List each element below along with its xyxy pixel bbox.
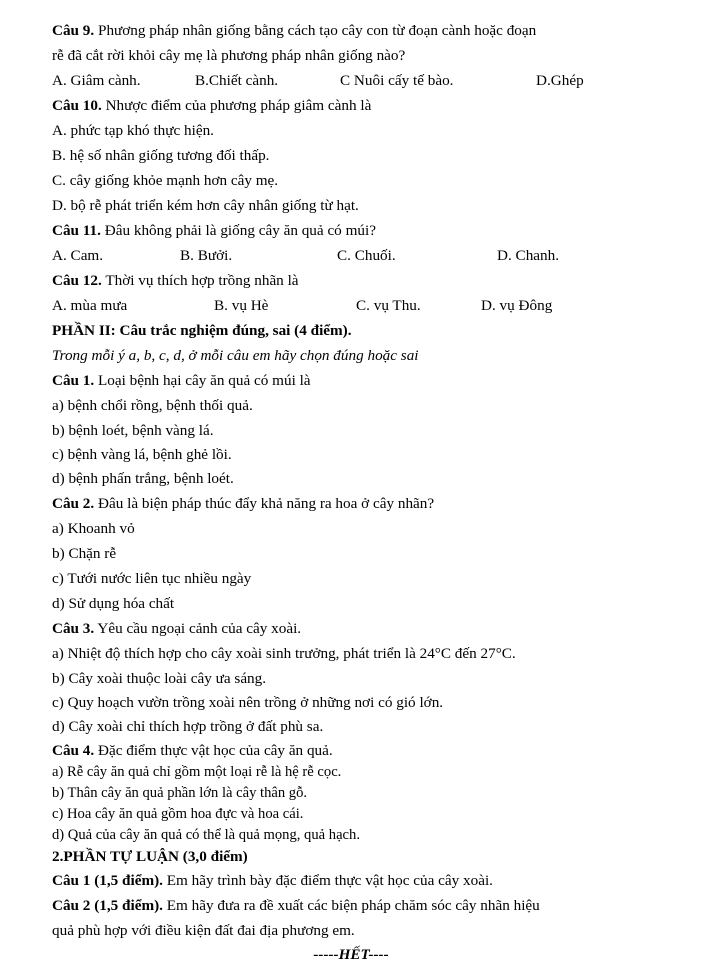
- q10-option-c: C. cây giống khỏe mạnh hơn cây mẹ.: [52, 172, 279, 189]
- p2-q4-label: Câu 4.: [52, 742, 95, 759]
- q12-text: Thời vụ thích hợp trồng nhãn là: [101, 272, 299, 289]
- q11-line: [52, 222, 376, 239]
- p2-q2-item-c: c) Tưới nước liên tục nhiều ngày: [52, 570, 252, 587]
- p3-q1-line: [52, 872, 493, 889]
- q10-option-b: B. hệ số nhân giống tương đối thấp.: [52, 147, 270, 164]
- q11-option-b: B. Bưởi.: [180, 247, 233, 264]
- p2-q2-text: Đâu là biện pháp thúc đẩy khả năng ra hoa ở cây nhãn?: [94, 495, 435, 512]
- q11-option-a: A. Cam.: [52, 247, 104, 264]
- p2-q2-item-b: b) Chặn rễ: [52, 545, 117, 562]
- p2-q3-item-a: a) Nhiệt độ thích hợp cho cây xoài sinh trưởng, phát triển là 24°C đến 27°C.: [52, 645, 516, 662]
- p2-q3-item-b: b) Cây xoài thuộc loài cây ưa sáng.: [52, 670, 267, 687]
- q12-option-a: A. mùa mưa: [52, 297, 128, 314]
- q10-option-d: D. bộ rễ phát triển kém hơn cây nhân giống từ hạt.: [52, 197, 359, 214]
- p3-q2-line2: quả phù hợp với điều kiện đất đai địa phương em.: [52, 922, 355, 939]
- q11-option-c: C. Chuối.: [337, 247, 396, 264]
- p2-q4-item-c: c) Hoa cây ăn quả gồm hoa đực và hoa cái.: [52, 806, 304, 822]
- q9-option-d: D.Ghép: [536, 72, 584, 89]
- part3-heading: 2.PHẦN TỰ LUẬN (3,0 điểm): [52, 848, 248, 865]
- p3-q2-line1: [52, 897, 540, 914]
- p3-q2-text-1: Em hãy đưa ra đề xuất các biện pháp chăm sóc cây nhãn hiệu: [162, 897, 540, 914]
- p2-q1-item-a: a) bệnh chổi rồng, bệnh thối quả.: [52, 397, 253, 414]
- q12-option-b: B. vụ Hè: [214, 297, 269, 314]
- p2-q2-item-a: a) Khoanh vỏ: [52, 520, 135, 537]
- q10-line: [52, 97, 371, 114]
- p2-q2-item-d: d) Sử dụng hóa chất: [52, 595, 175, 612]
- q10-text: Nhược điểm của phương pháp giâm cành là: [101, 97, 372, 114]
- q11-option-d: D. Chanh.: [497, 247, 560, 264]
- p2-q4-line: [52, 742, 333, 759]
- p2-q2-label: Câu 2.: [52, 495, 95, 512]
- p2-q1-item-d: d) bệnh phấn trắng, bệnh loét.: [52, 470, 234, 487]
- p2-q4-item-d: d) Quả của cây ăn quả có thể là quả mọng, quả hạch.: [52, 827, 360, 843]
- q9-option-c: C Nuôi cấy tế bào.: [340, 72, 454, 89]
- p2-q3-text: Yêu cầu ngoại cảnh của cây xoài.: [94, 620, 302, 637]
- p2-q1-item-b: b) bệnh loét, bệnh vàng lá.: [52, 422, 214, 439]
- q12-label: Câu 12.: [52, 272, 102, 289]
- p2-q4-text: Đặc điểm thực vật học của cây ăn quả.: [94, 742, 333, 759]
- q10-label: Câu 10.: [52, 97, 102, 114]
- p2-q4-item-a: a) Rễ cây ăn quả chỉ gồm một loại rễ là hệ rễ cọc.: [52, 764, 342, 780]
- p2-q1-text: Loại bệnh hại cây ăn quả có múi là: [94, 372, 311, 389]
- p2-q3-item-d: d) Cây xoài chỉ thích hợp trồng ở đất phù sa.: [52, 718, 324, 735]
- q11-text: Đâu không phải là giống cây ăn quả có múi?: [100, 222, 376, 239]
- q12-option-c: C. vụ Thu.: [356, 297, 421, 314]
- q9-option-b: B.Chiết cành.: [195, 72, 279, 89]
- q9-line1: [52, 22, 536, 39]
- end-marker: -----HẾT----: [313, 946, 389, 963]
- p2-q2-line: [52, 495, 434, 512]
- q12-option-d: D. vụ Đông: [481, 297, 553, 314]
- q9-text-1: Phương pháp nhân giống bằng cách tạo cây con từ đoạn cành hoặc đoạn: [94, 22, 537, 39]
- q10-option-a: A. phức tạp khó thực hiện.: [52, 122, 214, 139]
- p3-q2-label: Câu 2 (1,5 điểm).: [52, 897, 163, 914]
- p2-q1-line: [52, 372, 311, 389]
- q9-line2: rễ đã cắt rời khỏi cây mẹ là phương pháp nhân giống nào?: [52, 47, 406, 64]
- p2-q1-item-c: c) bệnh vàng lá, bệnh ghẻ lồi.: [52, 446, 232, 463]
- q11-label: Câu 11.: [52, 222, 101, 239]
- p2-q3-line: [52, 620, 301, 637]
- p2-q3-label: Câu 3.: [52, 620, 95, 637]
- p3-q1-label: Câu 1 (1,5 điểm).: [52, 872, 163, 889]
- p2-q4-item-b: b) Thân cây ăn quả phần lớn là cây thân gỗ.: [52, 785, 308, 801]
- q9-label: Câu 9.: [52, 22, 95, 39]
- p2-q1-label: Câu 1.: [52, 372, 95, 389]
- q12-line: [52, 272, 299, 289]
- part2-instruction: Trong mỗi ý a, b, c, d, ở mỗi câu em hãy chọn đúng hoặc sai: [52, 347, 419, 364]
- p3-q1-text: Em hãy trình bày đặc điểm thực vật học của cây xoài.: [162, 872, 493, 889]
- p2-q3-item-c: c) Quy hoạch vườn trồng xoài nên trồng ở những nơi có gió lớn.: [52, 694, 444, 711]
- q9-option-a: A. Giâm cành.: [52, 72, 141, 89]
- part2-heading: PHẦN II: Câu trắc nghiệm đúng, sai (4 điểm).: [52, 322, 352, 339]
